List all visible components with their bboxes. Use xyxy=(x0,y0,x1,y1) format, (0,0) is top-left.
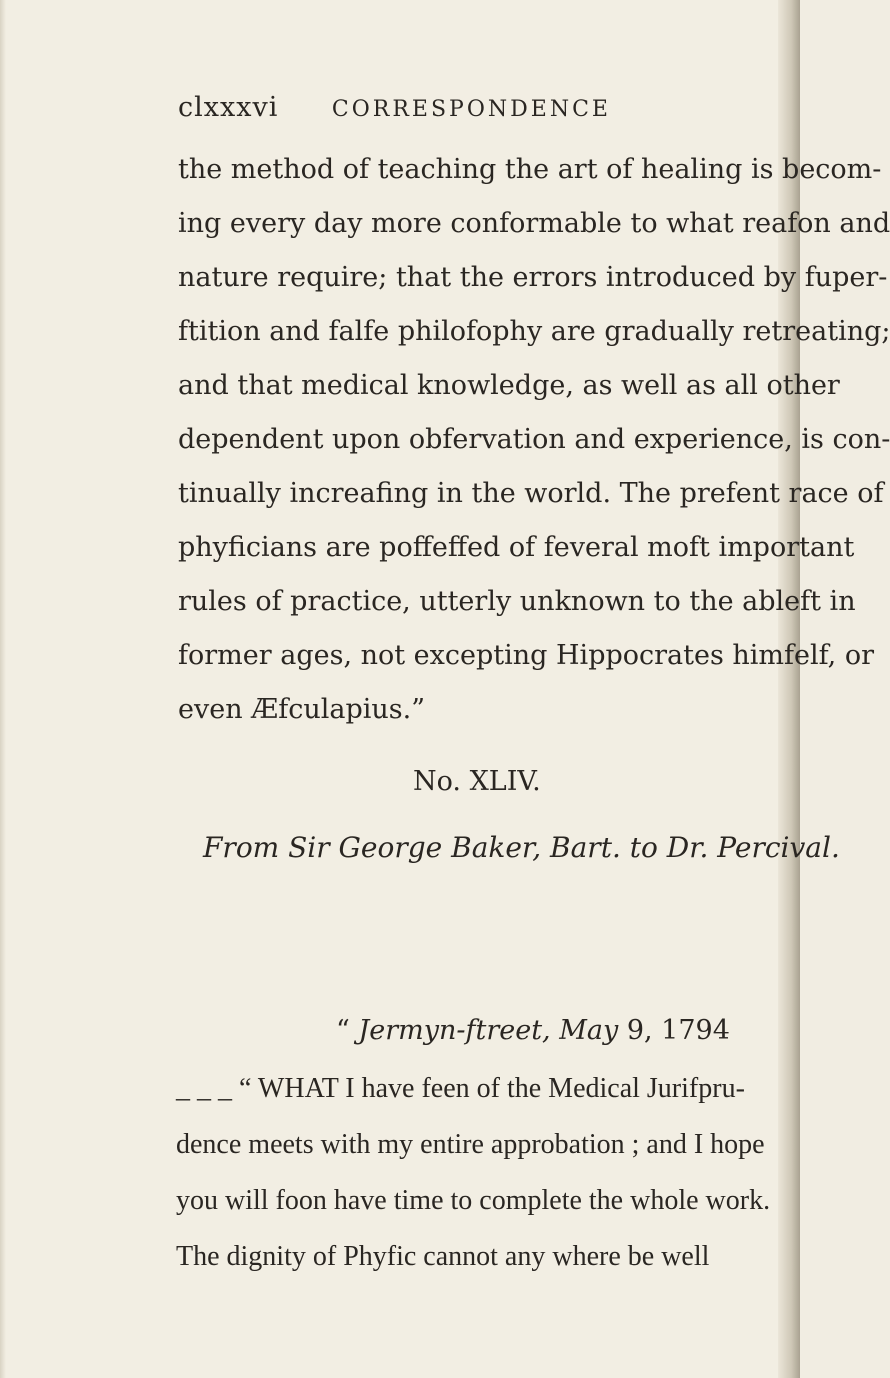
body-line: ing every day more conformable to what reafon and xyxy=(178,208,890,239)
letter-line: _ _ _ “ WHAT I have feen of the Medical Jurifpru- xyxy=(176,1073,745,1104)
body-line: and that medical knowledge, as well as all other xyxy=(178,370,840,401)
body-line: the method of teaching the art of healing is becom- xyxy=(178,154,882,185)
body-line: even Æfculapius.” xyxy=(178,694,425,725)
letter-from-line: From Sir George Baker, Bart. to Dr. Percival. xyxy=(203,831,840,864)
body-line: nature require; that the errors introduced by fuper- xyxy=(178,262,888,293)
body-line: phyficians are poffeffed of feveral moft important xyxy=(178,532,855,563)
letter-date: 9, 1794 xyxy=(626,1015,730,1046)
letter-line: dence meets with my entire approbation ; and I hope xyxy=(176,1129,765,1160)
body-line: former ages, not excepting Hippocrates himfelf, or xyxy=(178,640,875,671)
page-left-edge xyxy=(0,0,6,1378)
body-line: tinually increafing in the world. The prefent race of xyxy=(178,478,884,509)
body-line: dependent upon obfervation and experience, is con- xyxy=(178,424,890,455)
body-line: ftition and falfe philofophy are gradually retreating; xyxy=(178,316,890,347)
letter-line: you will foon have time to complete the whole work. xyxy=(176,1185,771,1216)
page-right-edge xyxy=(778,0,800,1378)
letter-place: Jermyn-ftreet, xyxy=(358,1015,551,1046)
letter-line: The dignity of Phyfic cannot any where be well xyxy=(176,1241,710,1272)
letter-number-heading: No. XLIV. xyxy=(413,766,541,797)
body-line: rules of practice, utterly unknown to the ableft in xyxy=(178,586,856,617)
running-head-title: CORRESPONDENCE xyxy=(331,97,611,122)
letter-month: May xyxy=(559,1015,619,1046)
running-head xyxy=(178,92,611,123)
letter-place-date xyxy=(336,1015,730,1046)
open-quote: “ xyxy=(336,1015,350,1046)
page-number: clxxxvi xyxy=(178,92,279,123)
